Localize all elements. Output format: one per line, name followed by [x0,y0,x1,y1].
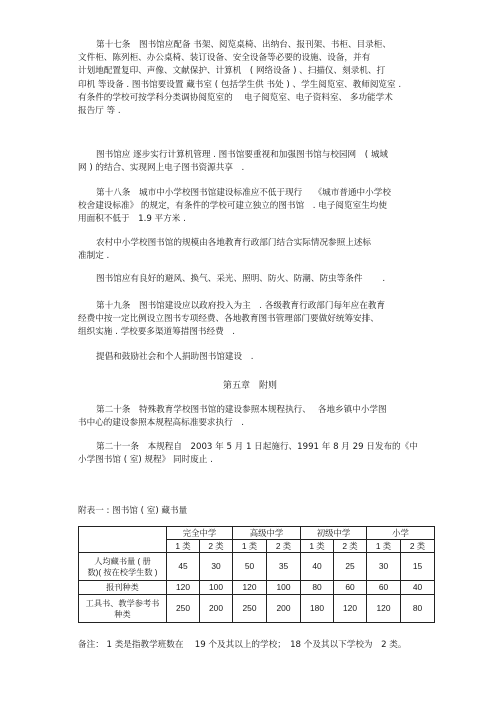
computer-management-paragraph [78,149,434,175]
rural-schools-paragraph [78,237,434,263]
table-row [79,553,435,581]
table-cell: 60 [367,581,401,595]
table-cell: 15 [401,553,435,581]
article-18-paragraph [78,187,434,227]
table-cell: 25 [334,553,367,581]
text-line: 报告厅 等 . [78,106,121,117]
table-cell: 45 [167,553,200,581]
text-line: 文件柜、陈列柜、办公桌椅、装订设备、安全设备等必要的设施、设备，并有 [78,53,371,64]
table-group-header-row [79,527,435,540]
table-cell: 40 [301,553,334,581]
text-line: 第二十一条 本规程自 2003 年 5 月 1 日起施行、1991 年 8 月 29 日发布的《中 [96,442,418,452]
row-label-line: 工具书、教学参考书 [85,598,160,608]
text-line: 书中心的建设参照本规程高标准要求执行 . [78,418,245,429]
chapter-heading: 第五章 附则 [222,381,277,391]
row-label-line: 种类 [114,609,131,619]
text-line: 第十八条 城市中小学校图书馆建设标准应不低于现行 《城市普通中小学校 [96,188,391,198]
table-caption: 附表一 : 图书馆 ( 室) 藏书量 [78,506,188,516]
table-cell: 250 [167,595,200,623]
text-line: 小学图书馆 ( 室) 规程》 同时废止 . [78,455,213,466]
table-cell: 120 [233,581,267,595]
table-subheader: 1 类 [301,540,334,553]
article-20-paragraph [78,404,434,430]
text-line: 网 ) 的结合、实现网上电子图书资源共享 . [78,163,245,174]
donation-paragraph [78,351,434,364]
table-row-label [79,553,167,581]
text-line: 计划地配置复印、声像、文献保护、计算机 ( 网络设备 ) 、扫描仪、刻录机、打 [78,66,386,77]
table-cell: 50 [233,553,267,581]
text-line: 图书馆应 逐步实行计算机管理 . 图书馆要重视和加强图书馆与校园网 ( 城域 [96,150,389,160]
table-cell: 250 [233,595,267,623]
table-note: 备注： 1 类是指教学班数在 19 个及其以上的学校； 18 个及其以下学校为 2 类。 [78,640,407,650]
table-cell: 200 [267,595,301,623]
table-cell: 200 [200,595,233,623]
table-subheader: 1 类 [367,540,401,553]
table-row-label [79,581,167,595]
table-cell: 80 [401,595,435,623]
table-cell: 30 [200,553,233,581]
table-subheader: 1 类 [233,540,267,553]
text-line: 第二十条 特殊教育学校图书馆的建设参照本规程执行、 各地乡镇中小学图 [96,405,387,415]
text-line: 第十七条 图书馆应配备 书架、阅览桌椅、出纳台、报刊架、书柜、目录柜、 [96,40,391,50]
article-19-paragraph [78,300,434,340]
table-cell: 35 [267,553,301,581]
text-line: 组织实施 . 学校要多渠道筹措图书经费 . [78,327,236,338]
table-group-header: 完全中学 [167,527,233,540]
table-cell: 120 [334,595,367,623]
table-subheader: 2 类 [267,540,301,553]
table-cell: 120 [167,581,200,595]
article-21-paragraph [78,441,434,467]
row-label-line: 人均藏书量 ( 册 [94,556,151,566]
table-row [79,581,435,595]
text-line: 经费中按一定比例设立图书专项经费、各地教育图书管理部门要做好统筹安排、 [78,314,379,325]
row-label-line: 数)( 按在校学生数 ) [87,567,158,577]
table-cell: 60 [334,581,367,595]
text-line: 印机 等设备 . 图书馆要设置 藏书室 ( 包括学生供 书处 ) 、学生阅览室、教师阅览室 . [78,79,402,90]
row-label-line: 报刊种类 [106,583,139,592]
table-cell: 80 [301,581,334,595]
text-line: 提倡和鼓励社会和个人捐助图书馆建设 . [96,352,254,362]
table-group-header: 小学 [367,527,435,540]
text-line: 有条件的学校可按学科分类调协阅览室的 电子阅览室、电子资料室、 多功能学术 [78,92,393,103]
article-17-paragraph [78,39,434,118]
table-cell: 40 [401,581,435,595]
text-line: 校舍建设标准》 的规定，有条件的学校可建立独立的图书馆 . 电子阅览室生均使 [78,201,387,212]
table-cell: 120 [367,595,401,623]
text-line: 用面积不低于 1.9 平方米 . [78,214,186,225]
table-cell: 180 [301,595,334,623]
table-cell: 100 [267,581,301,595]
text-line: 图书馆应有良好的避风、换气、采光、照明、防火、防潮、防虫等条件 . [96,274,386,284]
table-group-header: 初级中学 [301,527,367,540]
text-line: 准制定 . [78,251,110,262]
table-row [79,595,435,623]
table-cell: 100 [200,581,233,595]
table-subheader: 2 类 [200,540,233,553]
table-subheader: 2 类 [401,540,435,553]
conditions-paragraph [78,273,434,286]
table-subheader: 2 类 [334,540,367,553]
text-line: 农村中小学校图书馆的规模由各地教育行政部门结合实际情况参照上述标 [96,238,372,248]
table-subheader: 1 类 [167,540,200,553]
table-corner-cell [79,527,167,553]
holdings-table [78,526,435,623]
table-row-label [79,595,167,623]
table-cell: 30 [367,553,401,581]
text-line: 第十九条 图书馆建设应以政府投入为主 . 各级教育行政部门每年应在教育 [96,301,386,311]
table-group-header: 高级中学 [233,527,301,540]
